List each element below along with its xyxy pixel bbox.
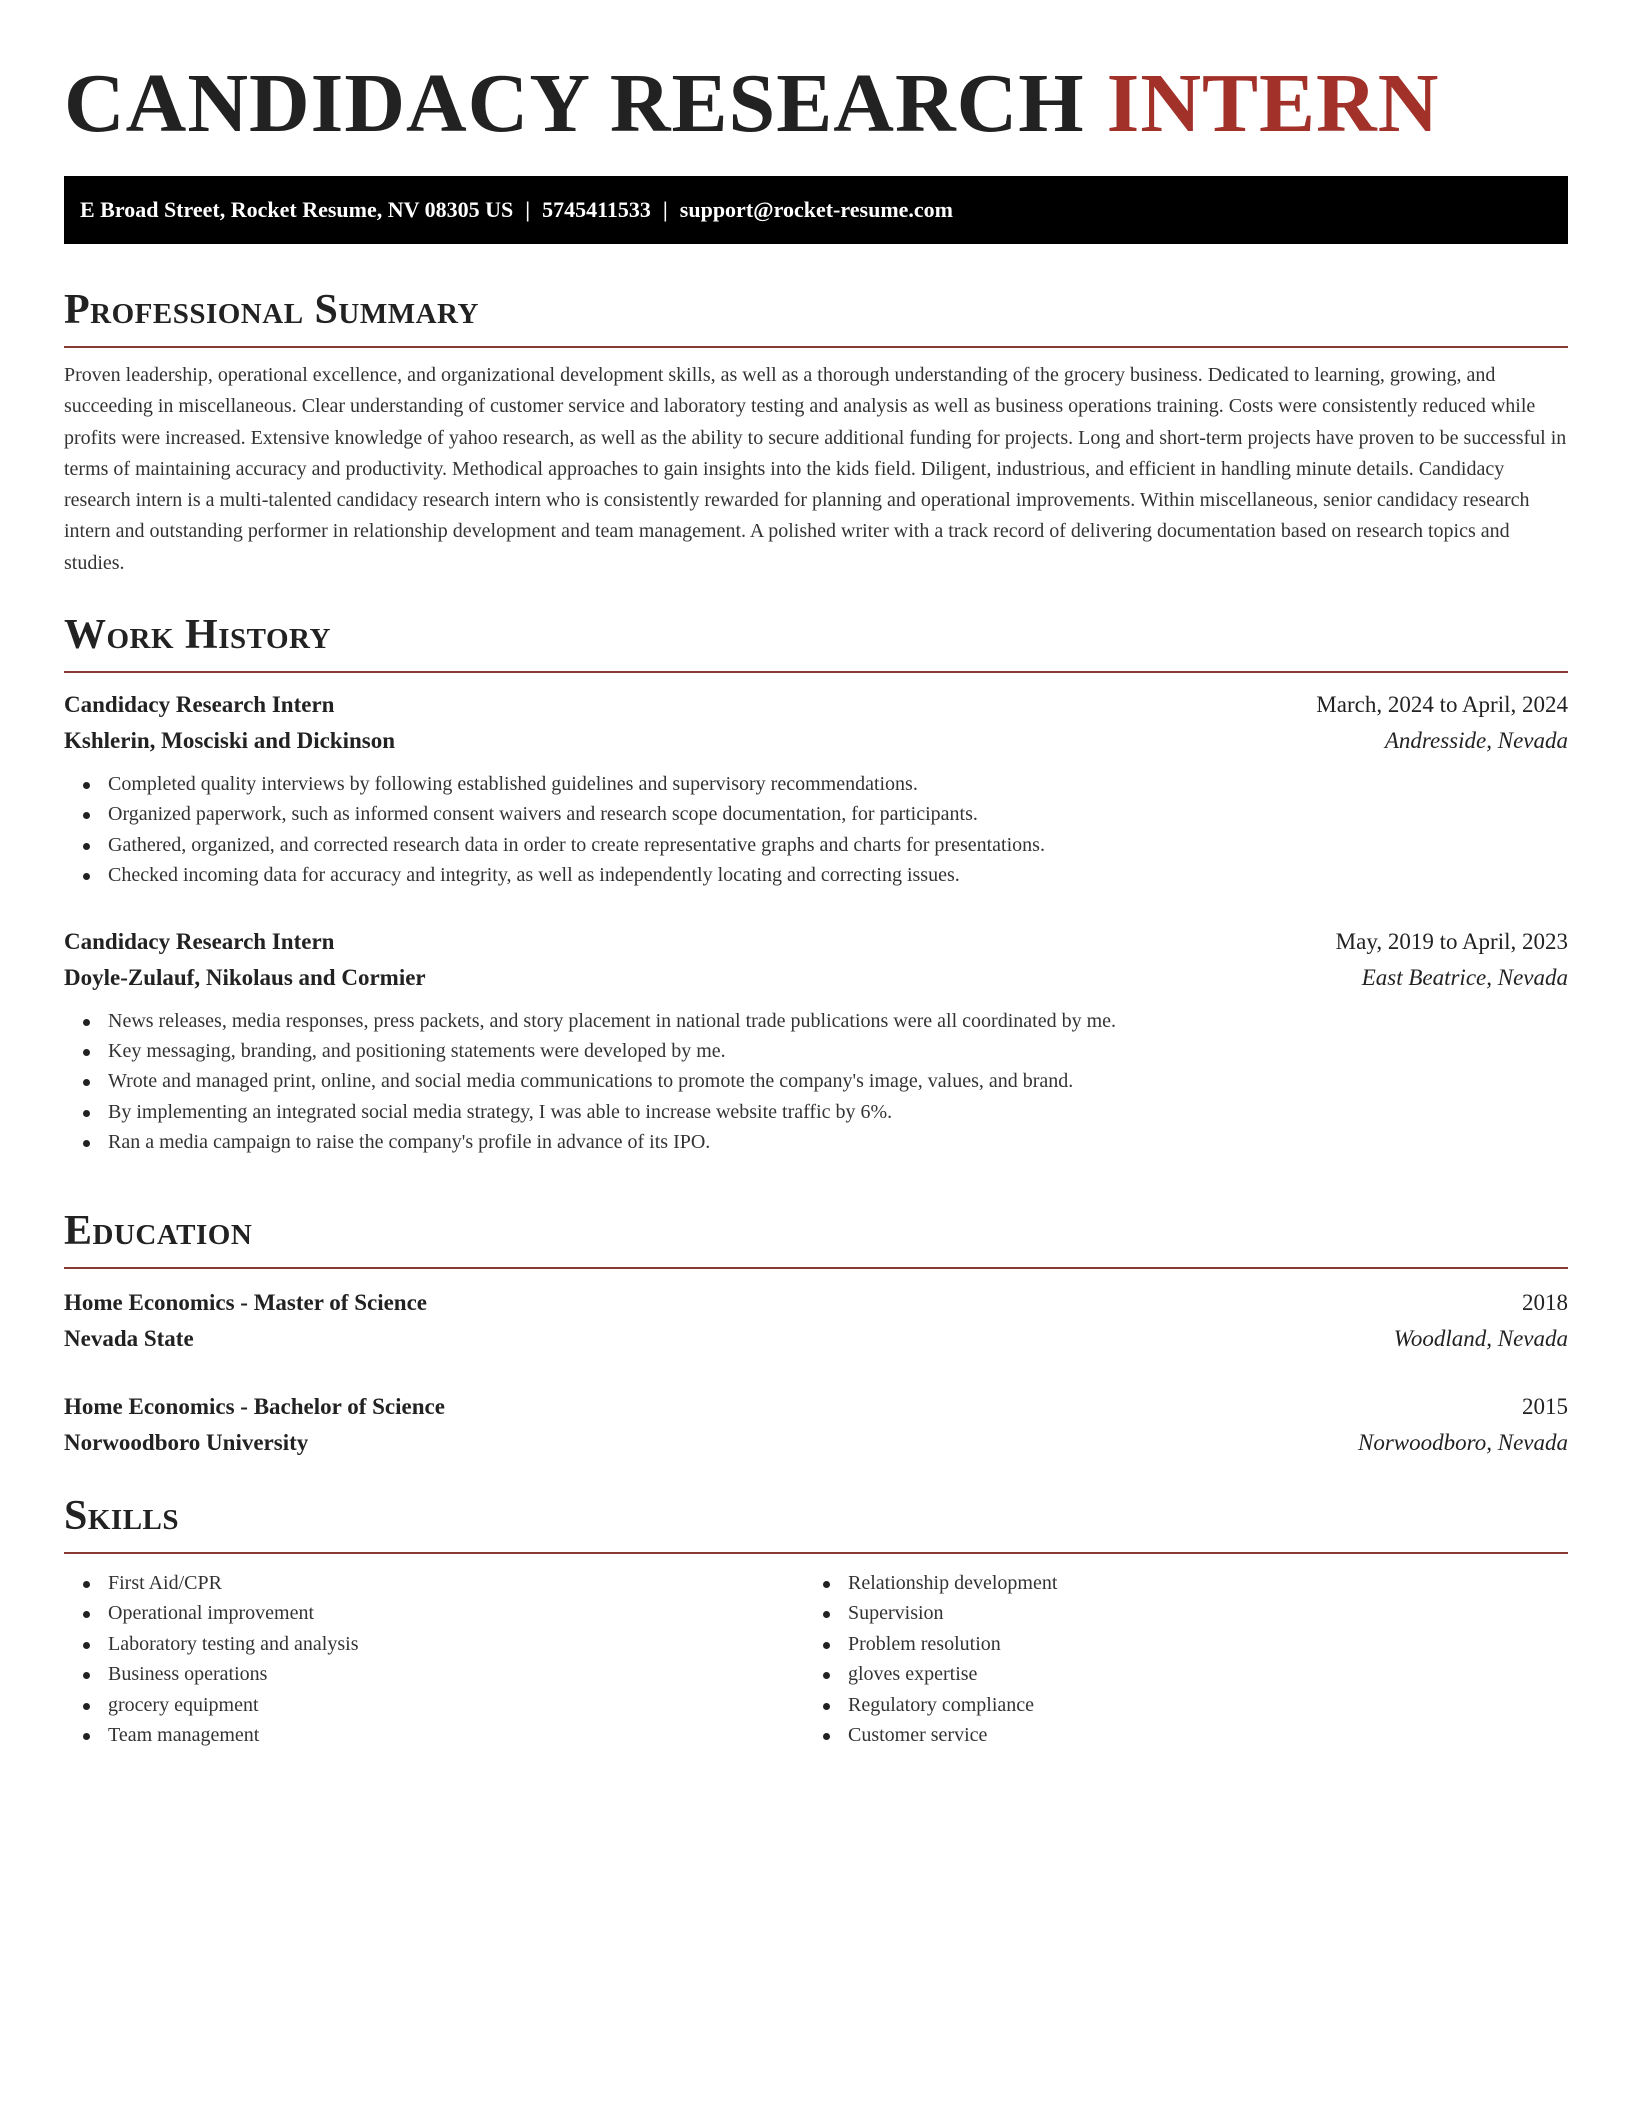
job-header-row: [64, 924, 1568, 960]
skills-section: [64, 1490, 1568, 1750]
job-dates: May, 2019 to April, 2023: [1335, 928, 1568, 954]
skill-item: Supervision: [804, 1598, 1544, 1628]
list-item: Key messaging, branding, and positioning statements were developed by me.: [64, 1036, 1568, 1066]
job-dates: March, 2024 to April, 2024: [1316, 692, 1568, 717]
education-location: Woodland, Nevada: [1393, 1326, 1568, 1351]
skills-heading: Skills: [64, 1493, 180, 1539]
list-item: Organized paperwork, such as informed consent waivers and research scope documentation, for participants.: [64, 799, 1568, 829]
job-location: East Beatrice, Nevada: [1361, 964, 1568, 990]
skills-list-left: [64, 1568, 804, 1750]
job-company: Doyle-Zulauf, Nikolaus and Cormier: [64, 964, 426, 990]
contact-address: E Broad Street, Rocket Resume, NV 08305 US: [80, 197, 514, 222]
resume-title: [64, 58, 1439, 150]
contact-email[interactable]: support@rocket-resume.com: [679, 197, 953, 222]
list-item: By implementing an integrated social media strategy, I was able to increase website traffic by 6%.: [64, 1097, 1568, 1127]
list-item: Ran a media campaign to raise the company's profile in advance of its IPO.: [64, 1127, 1568, 1157]
skill-item: Customer service: [804, 1720, 1544, 1750]
section-divider: [64, 1552, 1568, 1554]
education-degree-row: [64, 1285, 1568, 1321]
job-header-row: [64, 687, 1568, 723]
education-entry: [64, 1285, 1568, 1357]
skill-item: gloves expertise: [804, 1659, 1544, 1689]
skill-item: Operational improvement: [64, 1598, 804, 1628]
title-accent: INTERN: [1106, 57, 1440, 150]
job-company: Kshlerin, Mosciski and Dickinson: [64, 728, 396, 753]
skill-item: Relationship development: [804, 1568, 1544, 1598]
job-title: Candidacy Research Intern: [64, 692, 335, 717]
skill-item: Team management: [64, 1720, 804, 1750]
list-item: Gathered, organized, and corrected research data in order to create representative graphs and charts for presentations.: [64, 830, 1568, 860]
title-main: CANDIDACY RESEARCH: [64, 57, 1085, 150]
section-divider: [64, 671, 1568, 673]
education-location: Norwoodboro, Nevada: [1358, 1430, 1568, 1455]
section-divider: [64, 1267, 1568, 1269]
section-divider: [64, 346, 1568, 348]
education-school-row: [64, 1321, 1568, 1357]
list-item: Checked incoming data for accuracy and integrity, as well as independently locating and correcting issues.: [64, 860, 1568, 890]
list-item: Completed quality interviews by following established guidelines and supervisory recommendations.: [64, 769, 1568, 799]
job-location: Andresside, Nevada: [1384, 728, 1568, 753]
job-company-row: [64, 723, 1568, 759]
education-degree: Home Economics - Bachelor of Science: [64, 1394, 445, 1419]
job-entry: [64, 924, 1568, 1158]
work-history-section: [64, 609, 1568, 1158]
education-degree: Home Economics - Master of Science: [64, 1290, 428, 1315]
education-degree-row: [64, 1389, 1568, 1425]
list-item: News releases, media responses, press packets, and story placement in national trade publications were all coordinated by me.: [64, 1006, 1568, 1036]
education-year: 2018: [1522, 1290, 1568, 1315]
skill-item: Laboratory testing and analysis: [64, 1629, 804, 1659]
education-school-row: [64, 1425, 1568, 1461]
skills-columns: [64, 1568, 1568, 1750]
list-item: Wrote and managed print, online, and social media communications to promote the company's image, values, and brand.: [64, 1066, 1568, 1096]
education-year: 2015: [1522, 1394, 1568, 1419]
education-heading: Education: [64, 1208, 253, 1254]
education-school: Nevada State: [64, 1326, 194, 1351]
education-section: [64, 1205, 1568, 1461]
job-company-row: [64, 960, 1568, 996]
skills-list-right: [804, 1568, 1544, 1750]
skill-item: First Aid/CPR: [64, 1568, 804, 1598]
summary-heading: Professional Summary: [64, 287, 479, 333]
education-school: Norwoodboro University: [64, 1430, 309, 1455]
skill-item: Business operations: [64, 1659, 804, 1689]
job-bullets: [64, 1006, 1568, 1158]
summary-text: Proven leadership, operational excellence, and organizational development skills, as well as a thorough understanding of the grocery business. Dedicated to learning, growing, and succeeding in miscellaneous. Clear understanding of customer service and laboratory testing and analysis as well as business operations training. Costs were consistently reduced while profits were increased. Extensive knowledge of yahoo research, as well as the ability to secure additional funding for projects. Long and short-term projects have proven to be successful in terms of maintaining accuracy and productivity. Methodical approaches to gain insights into the kids field. Diligent, industrious, and efficient in handling minute details. Candidacy research intern is a multi-talented candidacy research intern who is consistently rewarded for planning and operational improvements. Within miscellaneous, senior candidacy research intern and outstanding performer in relationship development and team management. A polished writer with a track record of delivering documentation based on research topics and studies.: [64, 364, 1567, 574]
job-bullets: [64, 769, 1568, 891]
contact-separator: |: [525, 197, 531, 222]
skill-item: Regulatory compliance: [804, 1690, 1544, 1720]
contact-separator: |: [662, 197, 668, 222]
contact-bar: [64, 176, 1568, 244]
skill-item: grocery equipment: [64, 1690, 804, 1720]
education-entry: [64, 1389, 1568, 1461]
work-history-heading: Work History: [64, 612, 331, 658]
summary-section: [64, 284, 1568, 579]
skill-item: Problem resolution: [804, 1629, 1544, 1659]
job-entry: [64, 687, 1568, 891]
job-title: Candidacy Research Intern: [64, 928, 335, 954]
contact-phone[interactable]: 5745411533: [542, 197, 651, 222]
